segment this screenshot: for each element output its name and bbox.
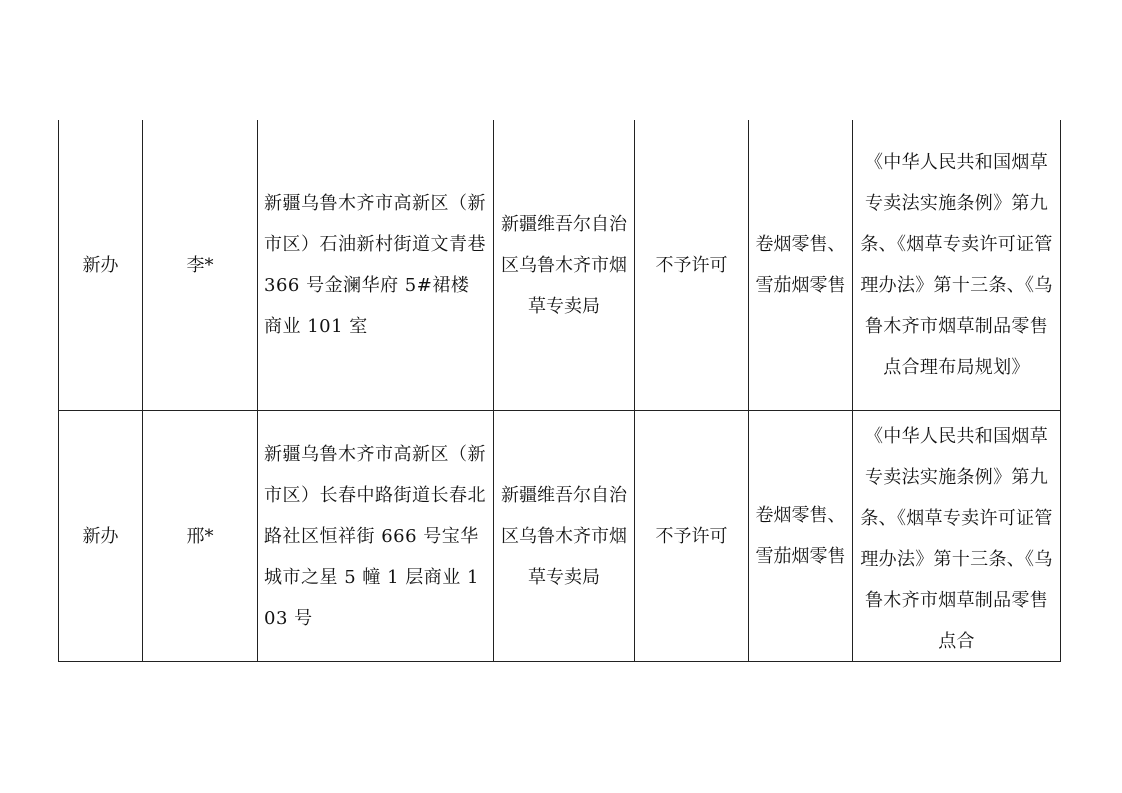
type-cell: 新办 (59, 411, 143, 662)
records-table (58, 120, 1061, 662)
decision-cell: 不予许可 (635, 411, 749, 662)
authority-cell: 新疆维吾尔自治区乌鲁木齐市烟草专卖局 (494, 411, 635, 662)
basis-cell: 《中华人民共和国烟草专卖法实施条例》第九条、《烟草专卖许可证管理办法》第十三条、《乌鲁木齐市烟草制品零售点合理布局规划》 (853, 120, 1061, 411)
scope-cell: 卷烟零售、雪茄烟零售 (749, 120, 853, 411)
table-row (59, 120, 1061, 411)
name-cell: 邢* (143, 411, 258, 662)
type-cell: 新办 (59, 120, 143, 411)
address-cell: 新疆乌鲁木齐市高新区（新市区）石油新村街道文青巷 366 号金澜华府 5#裙楼商业 101 室 (258, 120, 494, 411)
name-cell: 李* (143, 120, 258, 411)
table-row (59, 411, 1061, 662)
address-cell: 新疆乌鲁木齐市高新区（新市区）长春中路街道长春北路社区恒祥街 666 号宝华城市之星 5 幢 1 层商业 103 号 (258, 411, 494, 662)
basis-cell: 《中华人民共和国烟草专卖法实施条例》第九条、《烟草专卖许可证管理办法》第十三条、《乌鲁木齐市烟草制品零售点合 (853, 411, 1061, 662)
authority-cell: 新疆维吾尔自治区乌鲁木齐市烟草专卖局 (494, 120, 635, 411)
decision-cell: 不予许可 (635, 120, 749, 411)
scope-cell: 卷烟零售、雪茄烟零售 (749, 411, 853, 662)
